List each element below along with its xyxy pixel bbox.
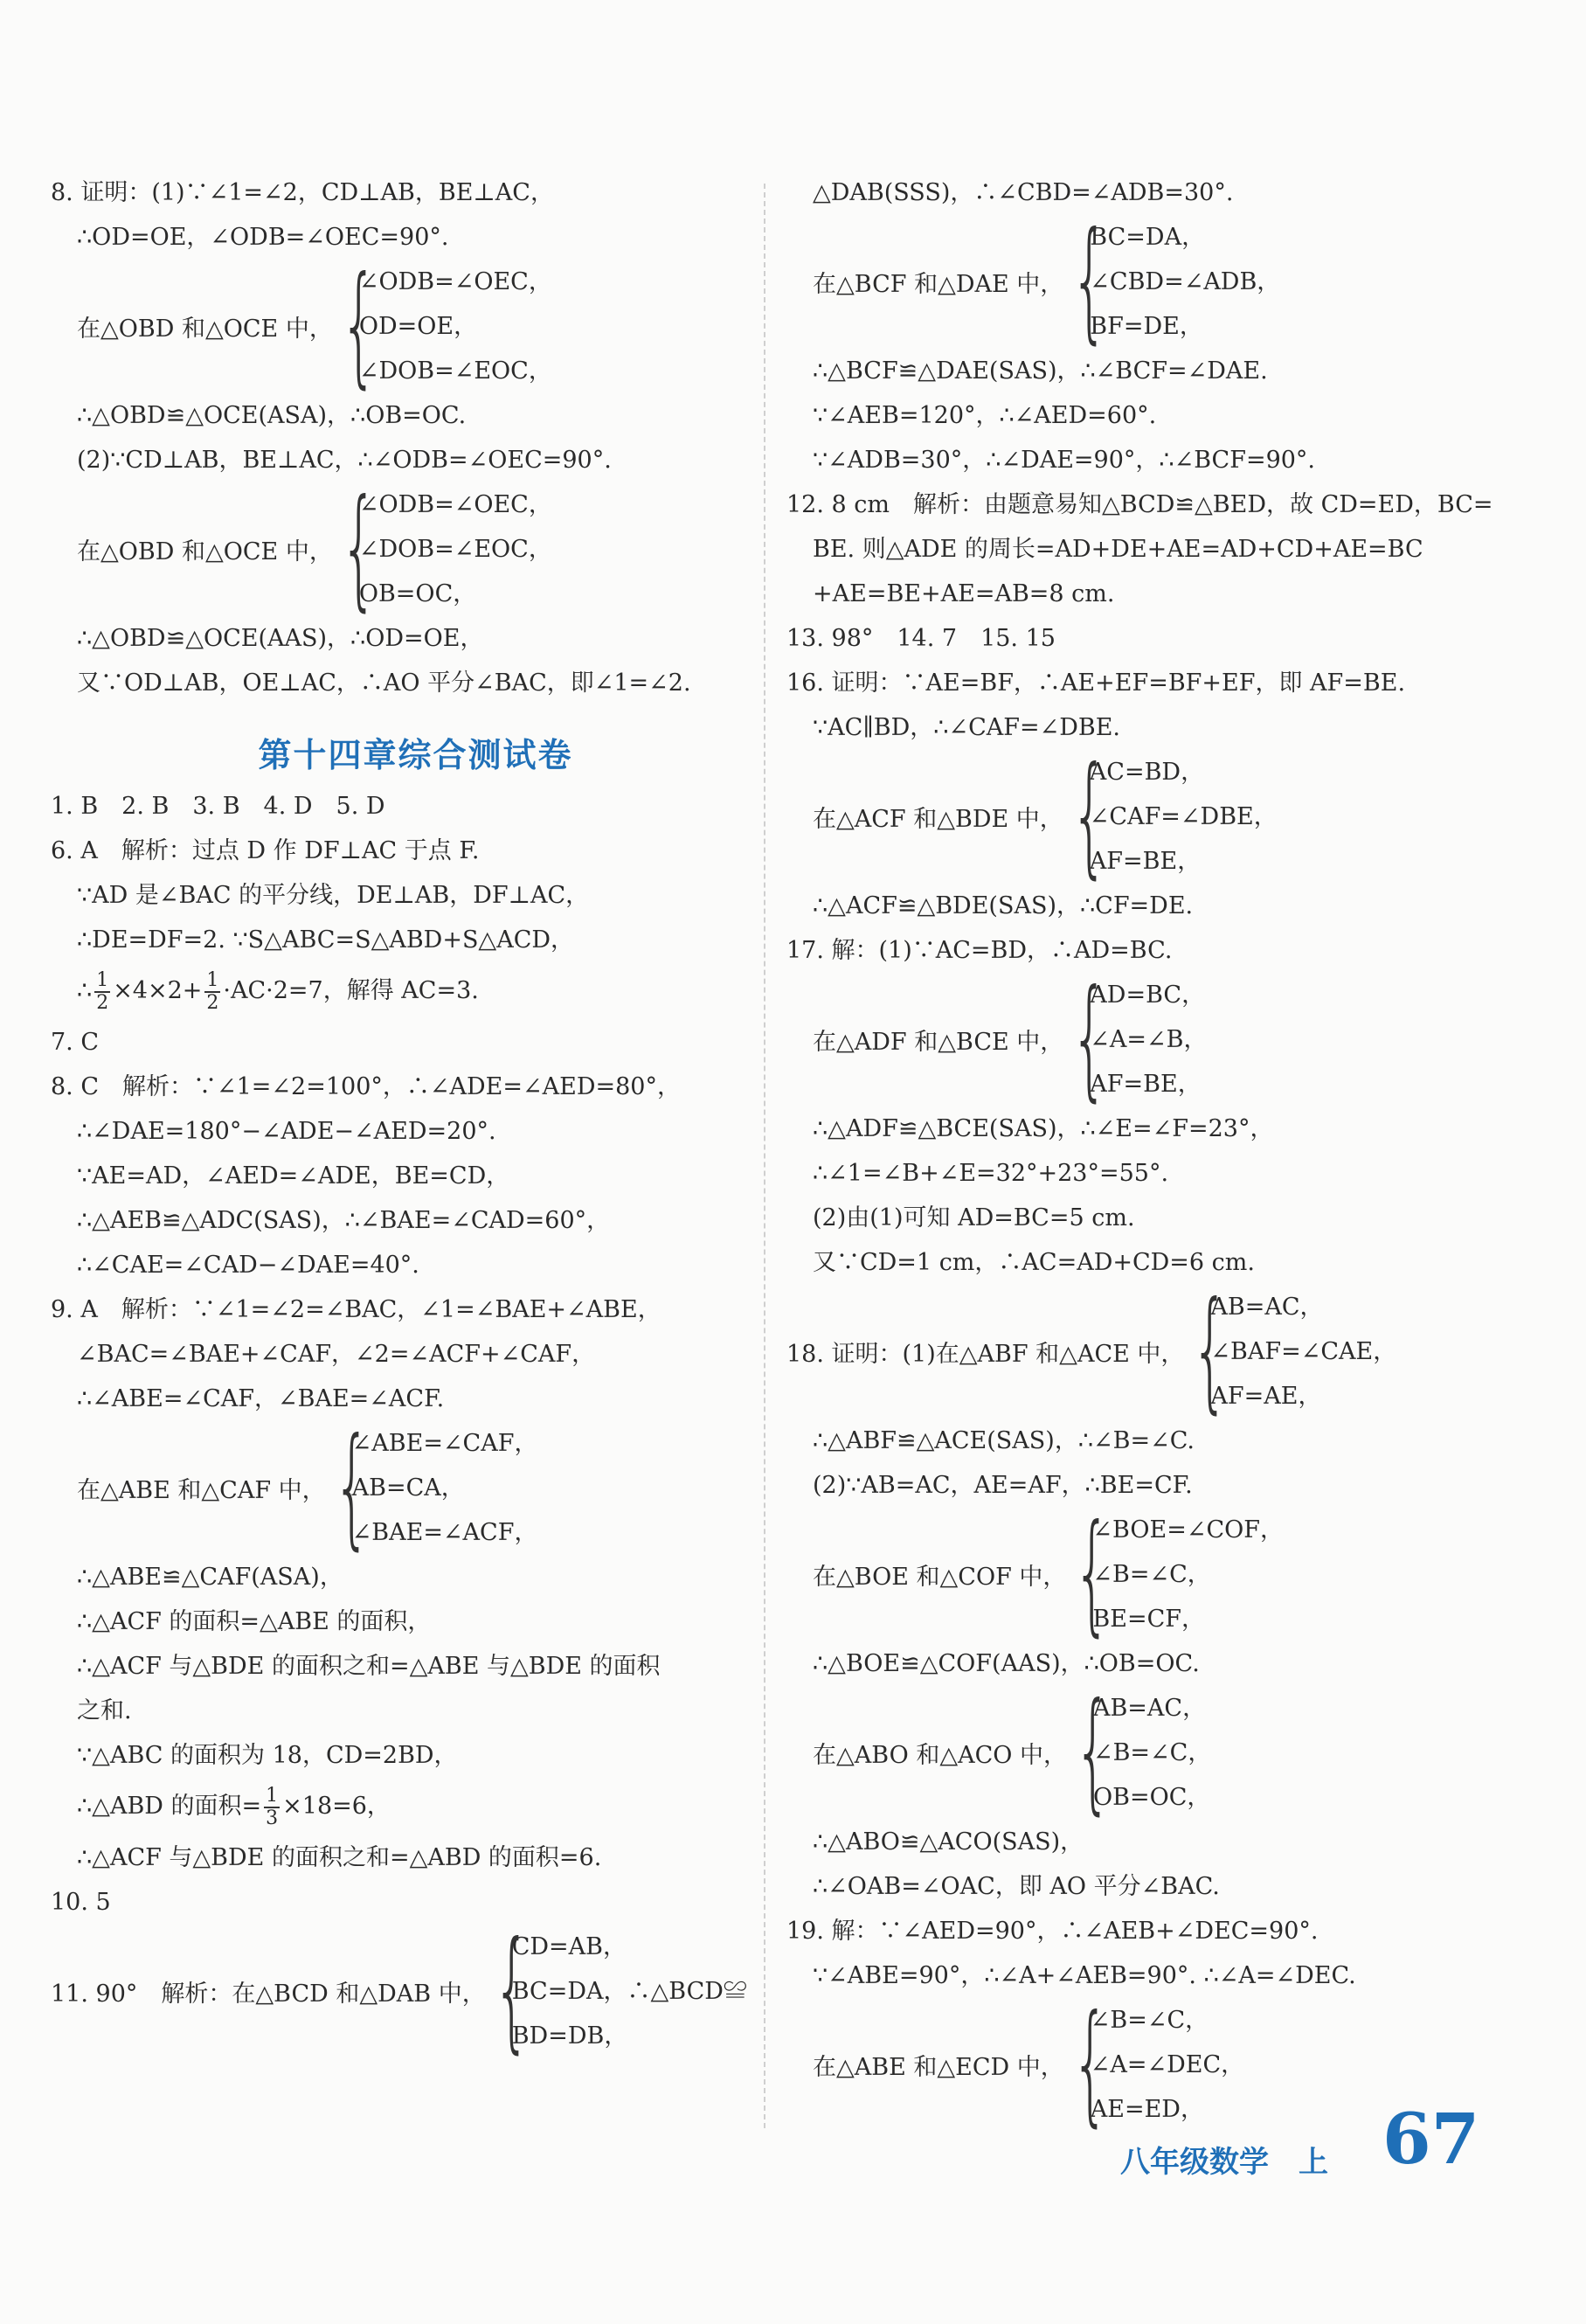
equation-system (51, 249, 780, 401)
equation-system (786, 739, 1516, 891)
fraction-denominator: 3 (266, 1807, 279, 1829)
system-row: BC=DA，∴△BCD≌ (511, 1978, 747, 2005)
equation-system (51, 1914, 780, 2066)
system-row: ∠BOE=∠COF， (1092, 1516, 1285, 1544)
equation-system (786, 205, 1516, 357)
text-line: 又∵OD⊥AB，OE⊥AC，∴AO 平分∠BAC，即∠1=∠2. (77, 669, 691, 697)
text-line: ∴△ADF≌△BCE(SAS)，∴∠E=∠F=23°， (813, 1115, 1274, 1142)
system-prefix: 18. 证明：(1)在△ABF 和△ACE 中， (786, 1341, 1185, 1368)
equation-system (786, 1274, 1516, 1426)
system-prefix: 在△ABE 和△ECD 中， (813, 2054, 1064, 2081)
system-row: ∠DOB=∠EOC， (358, 357, 552, 385)
text-fragment: ∴△ABD 的面积= (77, 1793, 262, 1820)
system-row: AF=AE， (1210, 1383, 1322, 1410)
text-fragment: ×18=6， (282, 1793, 391, 1820)
text-line: ∴OD=OE，∠ODB=∠OEC=90°. (77, 224, 449, 251)
text-line: ∵AC∥BD，∴∠CAF=∠DBE. (813, 714, 1121, 741)
text-line: ∴DE=DF=2. ∵S△ABC=S△ABD+S△ACD， (77, 926, 575, 954)
text-line: ∴△ACF 与△BDE 的面积之和=△ABD 的面积=6. (77, 1844, 602, 1871)
brace-icon: { (492, 1914, 530, 2066)
system-row: AB=AC， (1092, 1695, 1207, 1722)
system-row: AD=BC， (1090, 982, 1206, 1009)
equation-system (51, 1411, 780, 1563)
text-line: 12. 8 cm 解析：由题意易知△BCD≌△BED，故 CD=ED，BC= (786, 491, 1493, 518)
text-line: 又∵CD=1 cm，∴AC=AD+CD=6 cm. (813, 1249, 1255, 1276)
system-row: BC=DA， (1090, 224, 1206, 251)
brace-icon: { (1073, 1497, 1112, 1649)
text-line: ∴△ACF 与△BDE 的面积之和=△ABE 与△BDE 的面积 (77, 1653, 661, 1680)
system-row: BF=DE， (1090, 313, 1203, 340)
brace-icon: { (1074, 1675, 1112, 1828)
text-line: +AE=BE+AE=AB=8 cm. (813, 580, 1115, 607)
equation-system (786, 1675, 1516, 1828)
system-row: ∠DOB=∠EOC， (358, 536, 552, 563)
text-line: ∴△ABF≌△ACE(SAS)，∴∠B=∠C. (813, 1427, 1195, 1454)
brace-icon: { (1070, 739, 1108, 891)
fraction-numerator: 1 (266, 1784, 279, 1807)
text-line: 17. 解：(1)∵AC=BD，∴AD=BC. (786, 937, 1173, 964)
system-row: AC=BD， (1089, 759, 1205, 786)
brace-icon: { (1191, 1274, 1229, 1426)
fraction-denominator: 2 (96, 991, 109, 1014)
text-line: ∴△BCF≌△DAE(SAS)，∴∠BCF=∠DAE. (813, 357, 1268, 385)
text-line: ∴∠ABE=∠CAF，∠BAE=∠ACF. (77, 1385, 445, 1412)
system-row: AE=ED， (1090, 2096, 1204, 2123)
system-row: ∠A=∠B， (1090, 1026, 1208, 1053)
system-row: OB=OC， (1092, 1784, 1211, 1811)
system-prefix: 在△ABE 和△CAF 中， (77, 1477, 326, 1504)
text-line: ∵∠AEB=120°，∴∠AED=60°. (813, 402, 1157, 429)
system-row: ∠ODB=∠OEC， (358, 491, 552, 518)
text-line: 13. 98° 14. 7 15. 15 (786, 625, 1056, 652)
system-row: BE=CF， (1092, 1606, 1205, 1633)
system-row: ∠CAF=∠DBE， (1089, 803, 1278, 830)
text-line (51, 962, 780, 1020)
text-line: ∴∠1=∠B+∠E=32°+23°=55°. (813, 1160, 1169, 1187)
text-fragment: ×4×2+ (113, 977, 203, 1004)
text-line: ∴△ABE≌△CAF(ASA)， (77, 1564, 343, 1591)
text-line: ∴∠DAE=180°−∠ADE−∠AED=20°. (77, 1118, 496, 1145)
fraction (204, 970, 220, 1014)
system-row: ∠B=∠C， (1090, 2007, 1209, 2034)
text-line (51, 1778, 780, 1835)
text-line: ∴△ACF≌△BDE(SAS)，∴CF=DE. (813, 892, 1194, 919)
system-row: ∠BAF=∠CAE， (1210, 1338, 1397, 1365)
fraction-numerator: 1 (96, 968, 109, 991)
brace-icon: { (340, 472, 378, 624)
text-line: ∴△OBD≌△OCE(AAS)，∴OD=OE， (77, 625, 484, 652)
system-row: ∠B=∠C， (1092, 1561, 1211, 1588)
system-prefix: 在△BOE 和△COF 中， (813, 1564, 1067, 1591)
text-line: ∠BAC=∠BAE+∠CAF，∠2=∠ACF+∠CAF， (77, 1341, 596, 1368)
text-line: 8. 证明：(1)∵∠1=∠2，CD⊥AB，BE⊥AC， (51, 179, 554, 206)
text-line: 19. 解：∵∠AED=90°，∴∠AEB+∠DEC=90°. (786, 1918, 1319, 1945)
text-line: ∴△ACF 的面积=△ABE 的面积， (77, 1608, 432, 1635)
system-row: ∠BAE=∠ACF， (351, 1519, 538, 1546)
text-line: (2)由(1)可知 AD=BC=5 cm. (813, 1204, 1135, 1231)
text-line: ∴△AEB≌△ADC(SAS)，∴∠BAE=∠CAD=60°， (77, 1207, 611, 1234)
equation-system (786, 962, 1516, 1114)
brace-icon: { (1070, 205, 1109, 357)
text-line: (2)∵AB=AC，AE=AF，∴BE=CF. (813, 1472, 1193, 1499)
page-number: 67 (1382, 2098, 1480, 2180)
system-prefix: 在△ADF 和△BCE 中， (813, 1029, 1064, 1056)
system-row: ∠B=∠C， (1092, 1739, 1212, 1766)
system-row: ∠A=∠DEC， (1090, 2051, 1245, 2078)
fraction (94, 970, 110, 1014)
text-line: ∴∠OAB=∠OAC，即 AO 平分∠BAC. (813, 1873, 1220, 1900)
text-line: ∴△OBD≌△OCE(ASA)，∴OB=OC. (77, 402, 467, 429)
system-prefix: 11. 90° 解析：在△BCD 和△DAB 中， (51, 1981, 486, 2008)
system-prefix: 在△BCF 和△DAE 中， (813, 271, 1064, 298)
system-prefix: 在△OBD 和△OCE 中， (77, 316, 333, 343)
text-line: 1. B 2. B 3. B 4. D 5. D (51, 793, 385, 820)
system-row: AF=BE， (1089, 848, 1202, 875)
text-line: 7. C (51, 1029, 100, 1056)
text-line: ∵AE=AD，∠AED=∠ADE，BE=CD， (77, 1162, 510, 1190)
left-column (51, 170, 780, 2066)
system-row: ∠ODB=∠OEC， (358, 268, 552, 295)
fraction-denominator: 2 (206, 991, 219, 1014)
brace-icon: { (332, 1411, 371, 1563)
system-row: AB=AC， (1210, 1294, 1324, 1321)
text-fragment: ∴ (77, 977, 93, 1004)
text-line: 9. A 解析：∵∠1=∠2=∠BAC，∠1=∠BAE+∠ABE， (51, 1296, 661, 1323)
brace-icon: { (1070, 962, 1109, 1114)
system-row: AF=BE， (1090, 1071, 1202, 1098)
system-row: BD=DB， (511, 2022, 628, 2050)
fraction (264, 1786, 280, 1829)
text-line: ∵∠ABE=90°，∴∠A+∠AEB=90°. ∴∠A=∠DEC. (813, 1962, 1356, 1989)
text-line: 16. 证明：∵AE=BF，∴AE+EF=BF+EF，即 AF=BE. (786, 669, 1406, 697)
equation-system (786, 1497, 1516, 1649)
text-line: 8. C 解析：∵∠1=∠2=100°，∴∠ADE=∠AED=80°， (51, 1073, 681, 1100)
system-prefix: 在△ABO 和△ACO 中， (813, 1742, 1067, 1769)
brace-icon: { (340, 249, 378, 401)
text-line: 之和. (77, 1697, 132, 1724)
text-line: BE. 则△ADE 的周长=AD+DE+AE=AD+CD+AE=BC (813, 536, 1423, 563)
system-row: ∠ABE=∠CAF， (351, 1430, 538, 1457)
text-line: (2)∵CD⊥AB，BE⊥AC，∴∠ODB=∠OEC=90°. (77, 447, 612, 474)
footer-grade-label: 八年级数学 上 (1120, 2145, 1328, 2180)
system-row: OD=OE， (358, 313, 478, 340)
text-line: △DAB(SSS)，∴∠CBD=∠ADB=30°. (813, 179, 1234, 206)
fraction-numerator: 1 (206, 968, 219, 991)
section-title: 第十四章综合测试卷 (258, 736, 573, 774)
text-line: 10. 5 (51, 1889, 111, 1916)
text-line: ∴△ABO≌△ACO(SAS)， (813, 1828, 1084, 1856)
equation-system (51, 472, 780, 624)
brace-icon: { (1071, 1988, 1109, 2140)
text-line: ∴△BOE≌△COF(AAS)，∴OB=OC. (813, 1650, 1200, 1677)
text-line: ∵∠ADB=30°，∴∠DAE=90°，∴∠BCF=90°. (813, 447, 1316, 474)
system-row: ∠CBD=∠ADB， (1090, 268, 1281, 295)
system-prefix: 在△ACF 和△BDE 中， (813, 806, 1063, 833)
system-prefix: 在△OBD 和△OCE 中， (77, 538, 333, 565)
text-line: ∵AD 是∠BAC 的平分线，DE⊥AB，DF⊥AC， (77, 882, 590, 909)
text-line: ∴∠CAE=∠CAD−∠DAE=40°. (77, 1252, 419, 1279)
system-row: OB=OC， (358, 580, 477, 607)
system-row: AB=CA， (351, 1474, 465, 1502)
text-fragment: ·AC·2=7，解得 AC=3. (223, 977, 479, 1004)
system-row: CD=AB， (511, 1933, 627, 1960)
text-line: 6. A 解析：过点 D 作 DF⊥AC 于点 F. (51, 837, 480, 864)
text-line: ∵△ABC 的面积为 18，CD=2BD， (77, 1742, 458, 1769)
